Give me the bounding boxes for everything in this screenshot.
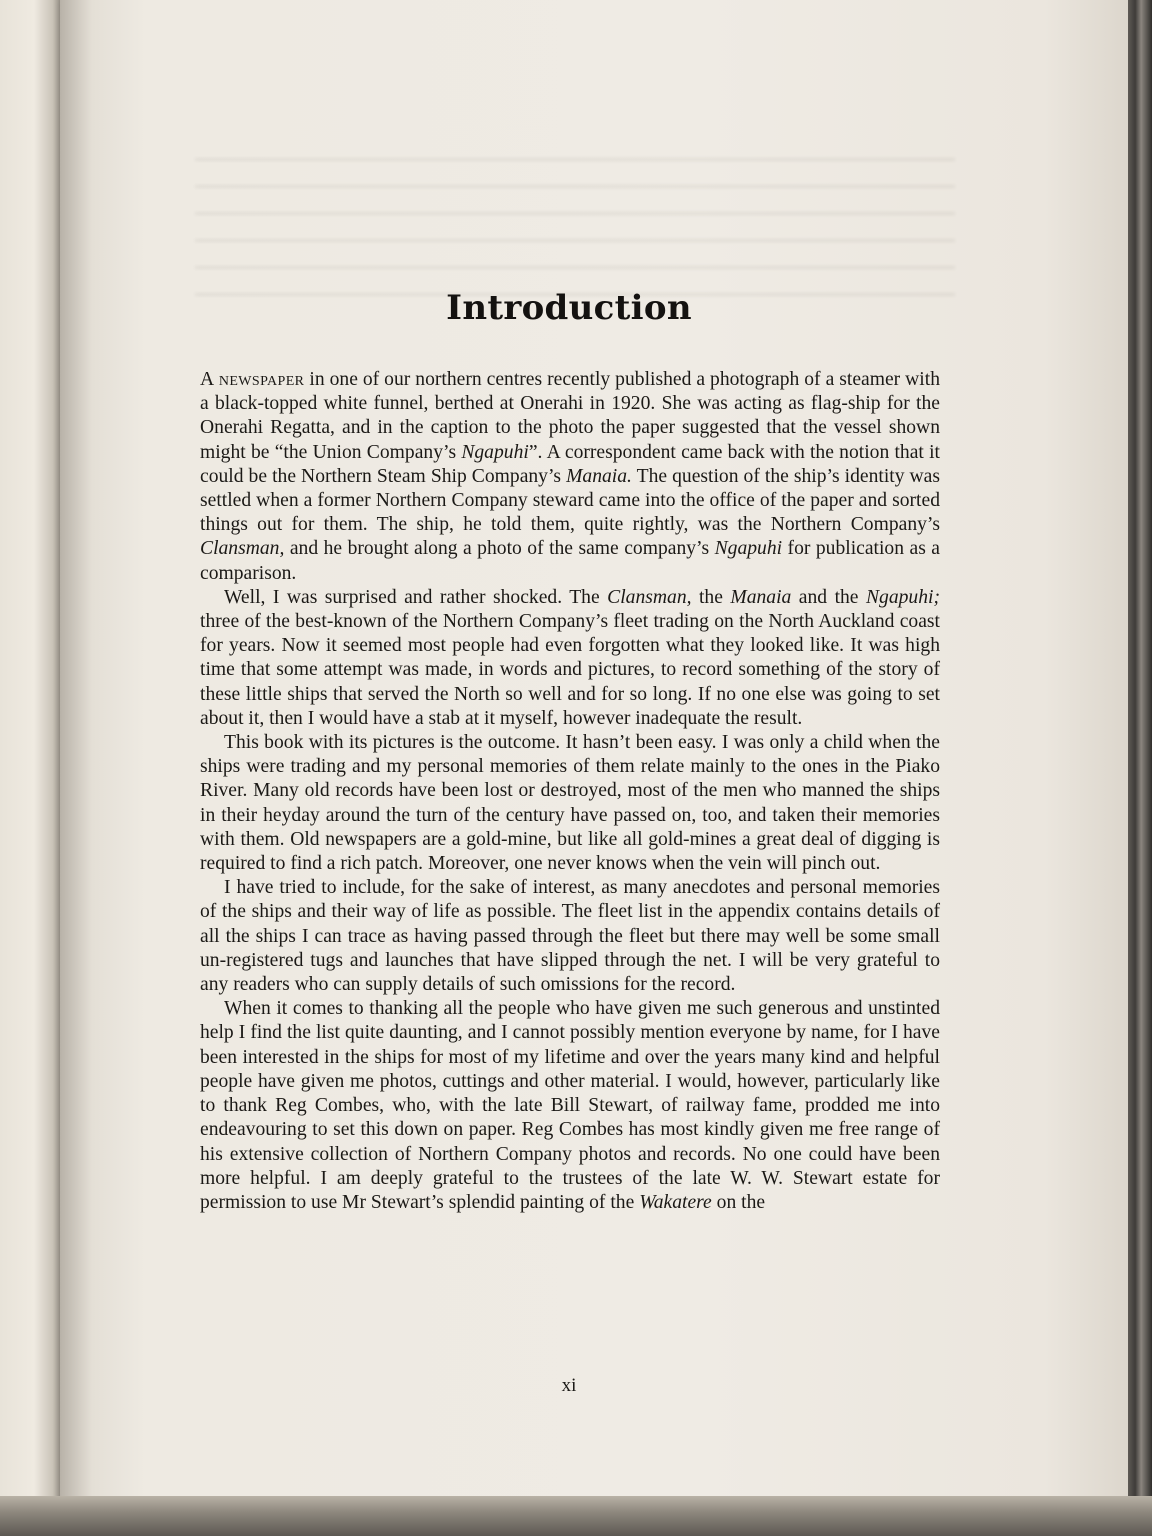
text-run: When it comes to thanking all the people who have given me such generous and unstinted help I find the list quite daunting, and I cannot possibly mention everyone by name, for I have been interested in the ships for most of my lifetime and over the years many kind and helpful people have given me photos, cuttings and other material. I would, however, particularly like to thank Reg Combes, who, with the late Bill Stewart, of railway fame, prodded me into endeavouring to set this down on paper. Reg Combes has most kindly given me free range of his extensive collection of Northern Company photos and records. No one could have been more helpful. I am deeply grateful to the trustees of the late W. W. Stewart estate for permission to use Mr Stewart’s splendid painting of the bbox=[200, 998, 940, 1213]
paragraph bbox=[200, 731, 940, 876]
text-run: three of the best-known of the Northern Company’s fleet trading on the North Auckland coast for years. Now it seemed most people had even forgotten what they looked like. It was high time that some attempt was made, in words and pictures, to record something of the story of these little ships that served the North so well and for so long. If no one else was going to set about it, then I would have a stab at it myself, however inadequate the result. bbox=[200, 611, 940, 729]
text-run: for publication as a comparison. bbox=[200, 538, 940, 584]
text-run: on the bbox=[711, 1191, 766, 1213]
smallcaps-run: A newspaper bbox=[200, 369, 305, 390]
text-run: and the bbox=[791, 586, 866, 608]
facing-page-edge bbox=[0, 0, 62, 1536]
italic-run: Manaia. bbox=[566, 465, 632, 487]
italic-run: Ngapuhi bbox=[461, 441, 529, 463]
paragraph bbox=[200, 876, 940, 997]
paragraph bbox=[200, 586, 940, 731]
italic-run: Ngapuhi bbox=[714, 538, 783, 560]
book-cover-edge bbox=[1128, 0, 1152, 1536]
italic-run: Clansman, bbox=[200, 538, 285, 560]
chapter-title: Introduction bbox=[446, 288, 692, 328]
text-run: Well, I was surprised and rather shocked. The bbox=[224, 586, 608, 608]
page-number: xi bbox=[561, 1375, 577, 1396]
text-run: in one of our northern centres recently published a photograph of a steamer with a black-topped white funnel, berthed at Onerahi in 1920. She was acting as flag-ship for the Onerahi Regatta, and in the caption to the photo the paper suggested that the vessel shown might be “the Union Company’s bbox=[200, 369, 940, 463]
italic-run: Ngapuhi; bbox=[865, 586, 940, 608]
text-run: the bbox=[691, 586, 731, 608]
text-run: This book with its pictures is the outcome. It hasn’t been easy. I was only a child when the ships were trading and my personal memories of them relate mainly to the ones in the Piako River. Many old records have been lost or destroyed, most of the men who manned the ships in their heyday around the turn of the century have passed on, too, and taken their memories with them. Old newspapers are a gold-mine, but like all gold-mines a great deal of digging is required to find a rich patch. Moreover, one never knows when the vein will pinch out. bbox=[200, 732, 940, 875]
text-run: The question of the ship’s identity was settled when a former Northern Company steward came into the office of the paper and sorted things out for them. The ship, he told them, quite rightly, was the Northern Company’s bbox=[200, 465, 941, 536]
text-run: ”. A correspondent came back with the notion that it could be the Northern Steam Ship Company’s bbox=[200, 441, 940, 487]
paragraph bbox=[200, 997, 940, 1215]
text-run: and he brought along a photo of the same company’s bbox=[284, 538, 715, 560]
italic-run: Wakatere bbox=[639, 1191, 712, 1213]
book-bottom-edge bbox=[0, 1496, 1152, 1536]
italic-run: Manaia bbox=[730, 586, 792, 608]
paragraph bbox=[200, 368, 940, 586]
body-text bbox=[200, 368, 940, 1215]
italic-run: Clansman, bbox=[607, 586, 692, 608]
text-run: I have tried to include, for the sake of interest, as many anecdotes and personal memories of the ships and their way of life as possible. The fleet list in the appendix contains details of all the ships I can trace as having passed through the fleet but there may well be some small un-registered tugs and launches that have slipped through the net. I will be very grateful to any readers who can supply details of such omissions for the record. bbox=[200, 877, 940, 996]
